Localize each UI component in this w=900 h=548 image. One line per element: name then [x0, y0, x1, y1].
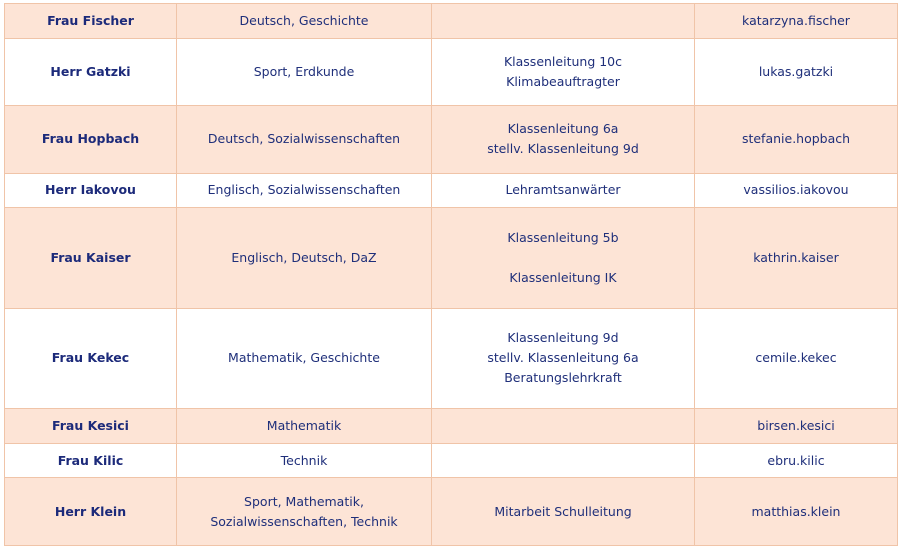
roles-cell — [432, 443, 695, 478]
teacher-name-cell: Frau Fischer — [5, 4, 177, 39]
subjects-cell: Sport, Mathematik, Sozialwissenschaften, Technik — [177, 478, 432, 546]
subjects-cell: Sport, Erdkunde — [177, 38, 432, 106]
subjects-cell: Mathematik, Geschichte — [177, 308, 432, 408]
staff-table — [4, 3, 898, 546]
table-row — [5, 38, 898, 106]
role-line — [436, 248, 690, 268]
teacher-name-cell: Frau Kaiser — [5, 208, 177, 308]
table-row — [5, 173, 898, 208]
role-line: stellv. Klassenleitung 9d — [487, 141, 639, 157]
roles-cell — [432, 409, 695, 444]
username-cell: ebru.kilic — [695, 443, 898, 478]
roles-cell — [432, 308, 695, 408]
subjects-cell: Englisch, Sozialwissenschaften — [177, 173, 432, 208]
subjects-cell: Mathematik — [177, 409, 432, 444]
roles-cell — [432, 173, 695, 208]
roles-cell — [432, 38, 695, 106]
teacher-name-cell: Frau Hopbach — [5, 106, 177, 174]
role-line: Klassenleitung IK — [509, 269, 617, 285]
table-row — [5, 409, 898, 444]
table-row — [5, 208, 898, 308]
table-row — [5, 478, 898, 546]
username-cell: kathrin.kaiser — [695, 208, 898, 308]
subjects-cell: Technik — [177, 443, 432, 478]
roles-cell — [432, 106, 695, 174]
role-line: stellv. Klassenleitung 6a — [487, 350, 639, 366]
roles-cell — [432, 478, 695, 546]
table-row — [5, 106, 898, 174]
role-line: Klassenleitung 10c — [503, 53, 623, 69]
table-row — [5, 308, 898, 408]
roles-cell — [432, 4, 695, 39]
role-line: Klassenleitung 5b — [507, 229, 619, 245]
table-row — [5, 4, 898, 39]
username-cell: birsen.kesici — [695, 409, 898, 444]
teacher-name-cell: Frau Kilic — [5, 443, 177, 478]
username-cell: vassilios.iakovou — [695, 173, 898, 208]
role-line: Klassenleitung 6a — [507, 121, 619, 137]
subjects-cell: Deutsch, Sozialwissenschaften — [177, 106, 432, 174]
teacher-name-cell: Frau Kekec — [5, 308, 177, 408]
username-cell: lukas.gatzki — [695, 38, 898, 106]
username-cell: matthias.klein — [695, 478, 898, 546]
teacher-name-cell: Herr Klein — [5, 478, 177, 546]
role-line: Mitarbeit Schulleitung — [494, 503, 632, 519]
subjects-cell: Englisch, Deutsch, DaZ — [177, 208, 432, 308]
role-line: Lehramtsanwärter — [505, 182, 621, 198]
staff-table-body — [5, 4, 898, 546]
teacher-name-cell: Herr Gatzki — [5, 38, 177, 106]
role-line: Beratungslehrkraft — [504, 370, 622, 386]
subjects-cell: Deutsch, Geschichte — [177, 4, 432, 39]
username-cell: cemile.kekec — [695, 308, 898, 408]
roles-cell — [432, 208, 695, 308]
teacher-name-cell: Herr Iakovou — [5, 173, 177, 208]
username-cell: stefanie.hopbach — [695, 106, 898, 174]
role-line: Klimabeauftragter — [506, 73, 620, 89]
role-line: Klassenleitung 9d — [507, 330, 619, 346]
teacher-name-cell: Frau Kesici — [5, 409, 177, 444]
username-cell: katarzyna.fischer — [695, 4, 898, 39]
table-row — [5, 443, 898, 478]
